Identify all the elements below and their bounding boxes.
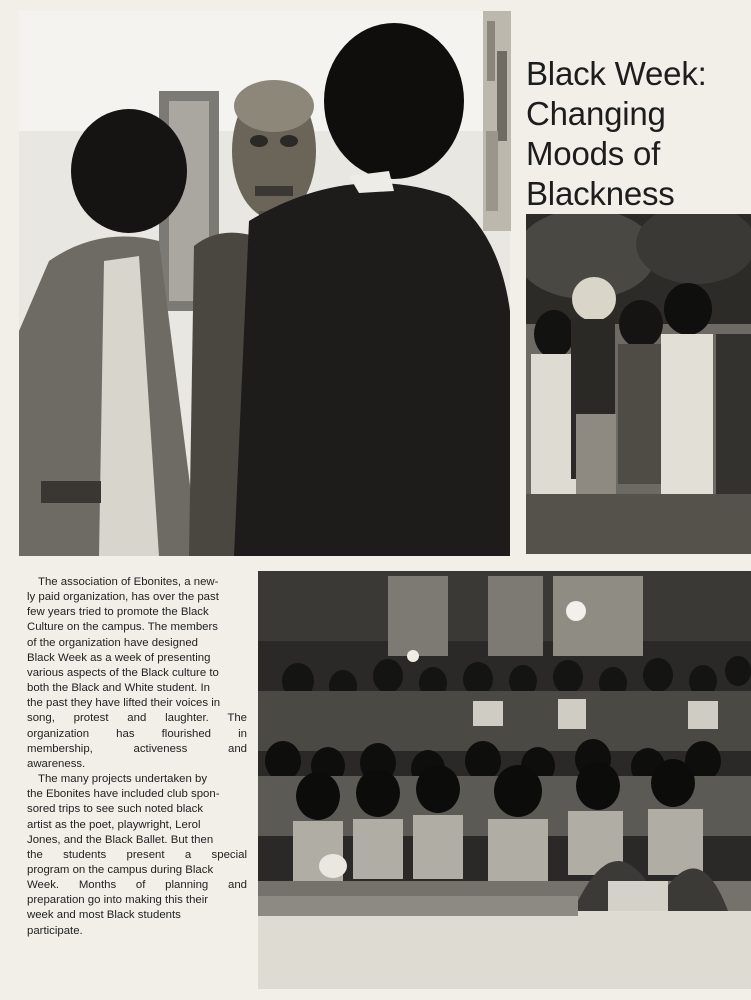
body-line: Week. Months of planning and — [27, 879, 247, 892]
article-body — [27, 575, 247, 939]
body-line: few years tried to promote the Black — [27, 606, 209, 619]
body-line: organization has flourished in — [27, 727, 247, 740]
body-line: the Ebonites have included club spon- — [27, 788, 220, 801]
body-line: the past they have lifted their voices in — [27, 697, 221, 710]
body-line: sored trips to see such noted black — [27, 803, 204, 816]
body-line: The association of Ebonites, a new- — [38, 576, 219, 588]
headline-line-1: Black Week: — [526, 55, 707, 92]
article-headline — [526, 54, 748, 214]
body-line: Jones, and the Black Ballet. But then — [27, 833, 214, 846]
body-line: The many projects undertaken by — [38, 773, 208, 786]
body-line: week and most Black students — [27, 909, 181, 922]
body-line: various aspects of the Black culture to — [27, 666, 219, 679]
body-line: both the Black and White student. In — [27, 682, 210, 695]
body-line: the students present a special — [27, 848, 247, 861]
body-line: awareness. — [27, 757, 86, 770]
body-line: participate. — [27, 924, 83, 937]
photo-seated-audience — [258, 571, 751, 989]
headline-line-2: Changing — [526, 95, 666, 132]
body-line: Black Week as a week of presenting — [27, 651, 211, 664]
body-line: ly paid organization, has over the past — [27, 591, 219, 604]
headline-line-4: Blackness — [526, 175, 675, 212]
body-line: Culture on the campus. The members — [27, 621, 218, 634]
body-line: program on the campus during Black — [27, 863, 214, 876]
photo-singing-group — [526, 214, 751, 554]
body-line: artist as the poet, playwright, Lerol — [27, 818, 201, 831]
body-line: preparation go into making this their — [27, 894, 209, 907]
body-line: song, protest and laughter. The — [27, 712, 247, 725]
body-line: membership, activeness and — [27, 742, 247, 755]
decorative-photo-strip — [483, 11, 511, 231]
photo-students-with-sculpture — [19, 11, 510, 556]
body-line: of the organization have designed — [27, 636, 198, 649]
headline-line-3: Moods of — [526, 135, 661, 172]
